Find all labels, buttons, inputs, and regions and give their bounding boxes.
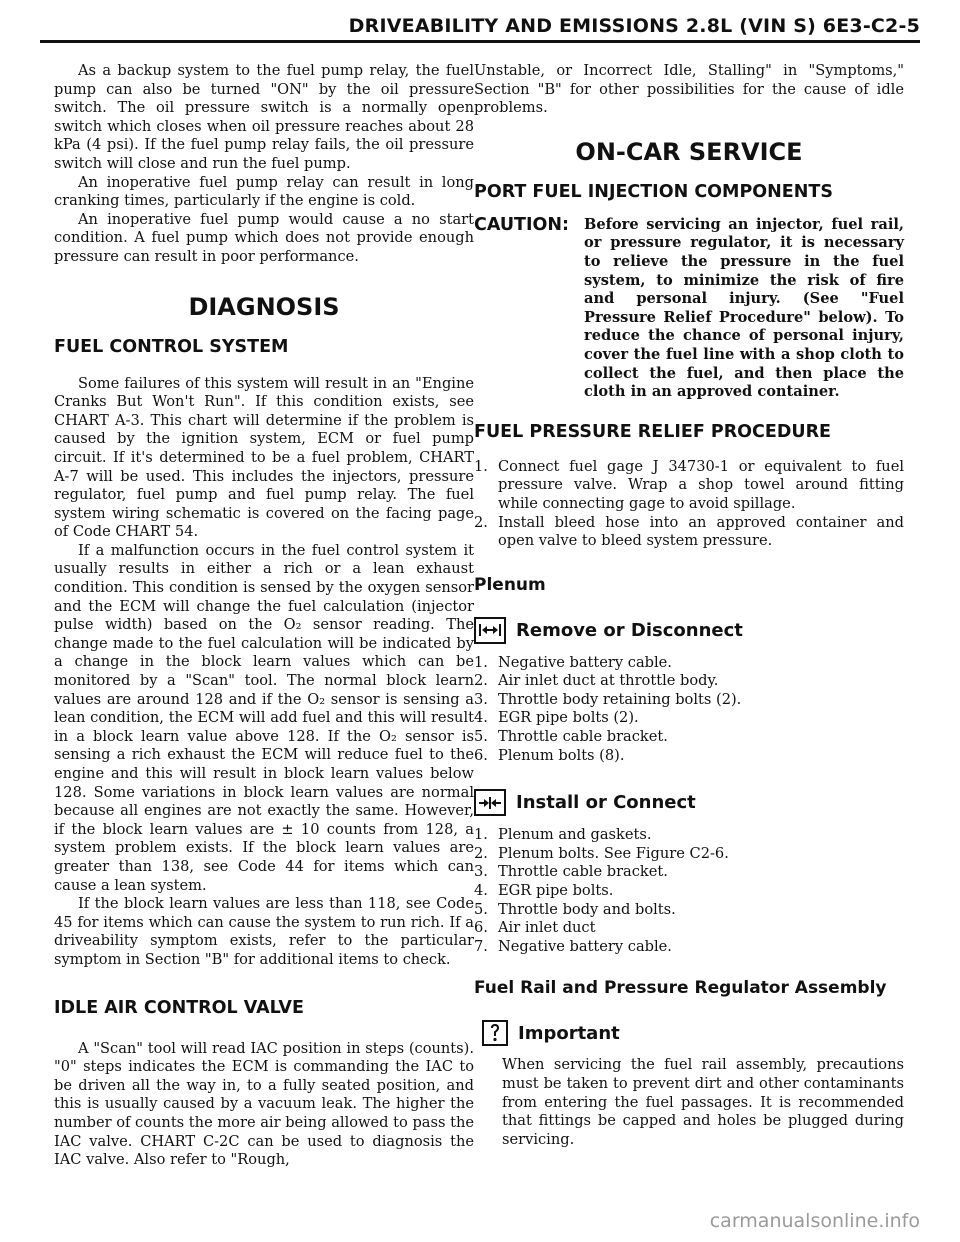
remove-disconnect-heading bbox=[474, 617, 904, 644]
continued-paragraph: Unstable, or Incorrect Idle, Stalling" in "Symptoms," Section "B" for other possibilities for the cause of idle problems. bbox=[474, 62, 904, 117]
list-item: 1. Connect fuel gage J 34730-1 or equivalent to fuel pressure valve. Wrap a shop towel around fitting while connecting gage to avoid spillage. bbox=[474, 457, 904, 512]
important-icon bbox=[482, 1020, 508, 1046]
important-title: Important bbox=[518, 1022, 620, 1044]
on-car-service-heading: ON-CAR SERVICE bbox=[575, 137, 803, 166]
list-item: 1. Plenum and gaskets. bbox=[474, 826, 652, 844]
list-item: 6. Air inlet duct bbox=[474, 919, 596, 937]
fuel-control-paragraph-3: If the block learn values are less than 118, see Code 45 for items which can cause the system to run rich. If a driveability symptom exists, refer to the particular symptom in Section "B" for additional items to check. bbox=[54, 895, 474, 968]
plenum-heading: Plenum bbox=[474, 574, 546, 595]
fuel-control-paragraph-1: Some failures of this system will result in an "Engine Cranks But Won't Run". If this condition exists, see CHART A-3. This chart will determine if the problem is caused by the ignition system, ECM or fuel pump circuit. If it's determined to be a fuel problem, CHART A-7 will be used. This includes the injectors, pressure regulator, fuel pump and fuel pump relay. The fuel system wiring schematic is covered on the facing page of Code CHART 54. bbox=[54, 374, 474, 541]
important-block bbox=[474, 1056, 904, 1149]
header-rule bbox=[40, 40, 920, 43]
install-arrows-icon bbox=[474, 789, 506, 816]
relief-steps-list bbox=[474, 458, 904, 551]
list-item: 4. EGR pipe bolts. bbox=[474, 882, 614, 900]
fuel-control-heading: FUEL CONTROL SYSTEM bbox=[54, 336, 289, 357]
install-connect-title: Install or Connect bbox=[516, 792, 696, 814]
fuel-rail-heading: Fuel Rail and Pressure Regulator Assembly bbox=[474, 978, 887, 999]
left-column bbox=[54, 62, 474, 1170]
page-header bbox=[40, 12, 920, 40]
intro-paragraph-3: An inoperative fuel pump would cause a no start condition. A fuel pump which does not provide enough pressure can result in poor performance. bbox=[54, 210, 474, 265]
list-item: 5. Throttle cable bracket. bbox=[474, 728, 668, 746]
iac-heading: IDLE AIR CONTROL VALVE bbox=[54, 997, 304, 1018]
intro-paragraph-1: As a backup system to the fuel pump relay, the fuel pump can also be turned "ON" by the oil pressure switch. The oil pressure switch is a normally open switch which closes when oil pressure reaches about 28 kPa (4 psi). If the fuel pump relay fails, the oil pressure switch will close and run the fuel pump. bbox=[54, 62, 474, 172]
remove-disconnect-title: Remove or Disconnect bbox=[516, 619, 743, 641]
important-heading bbox=[474, 1020, 904, 1046]
list-item: 2. Plenum bolts. See Figure C2-6. bbox=[474, 844, 729, 862]
list-item: 2. Air inlet duct at throttle body. bbox=[474, 672, 719, 690]
page-header-title: DRIVEABILITY AND EMISSIONS 2.8L (VIN S) 6E3-C2-5 bbox=[348, 15, 920, 37]
install-connect-heading bbox=[474, 789, 904, 816]
fuel-control-paragraph-2: If a malfunction occurs in the fuel control system it usually results in either a rich or a lean exhaust condition. This condition is sensed by the oxygen sensor and the ECM will change the fuel calculation (injector pulse width) based on the O₂ sensor reading. The change made to the fuel calculation will be indicated by a change in the block learn values which can be monitored by a "Scan" tool. The normal block learn values are around 128 and if the O₂ sensor is sensing a lean condition, the ECM will add fuel and this will result in a block learn value above 128. If the O₂ sensor is sensing a rich exhaust the ECM will reduce fuel to the engine and this will result in block learn values below 128. Some variations in block learn values are normal because all engines are not exactly the same. However, if the block learn values are ± 10 counts from 128, a system problem exists. If the block learn values are greater than 138, see Code 44 for items which can cause a lean system. bbox=[54, 541, 474, 894]
important-text: When servicing the fuel rail assembly, precautions must be taken to prevent dirt and other contaminants from entering the fuel passages. It is recommended that fittings be capped and holes be plugged during servicing. bbox=[502, 1056, 904, 1148]
caution-label: CAUTION: bbox=[474, 214, 570, 235]
diagnosis-heading: DIAGNOSIS bbox=[188, 292, 340, 321]
list-item: 6. Plenum bolts (8). bbox=[474, 746, 625, 764]
caution-text: Before servicing an injector, fuel rail, or pressure regulator, it is necessary to relieve the pressure in the fuel system, to minimize the risk of fire and personal injury. (See "Fuel Pressure Relief Procedure" below). To reduce the chance of personal injury, cover the fuel line with a shop cloth to collect the fuel, and then place the cloth in an approved container. bbox=[584, 215, 904, 401]
list-item: 2. Install bleed hose into an approved container and open valve to bleed system pressure. bbox=[474, 513, 904, 550]
install-steps-list bbox=[474, 826, 904, 956]
remove-steps-list bbox=[474, 654, 904, 766]
list-item: 1. Negative battery cable. bbox=[474, 653, 672, 671]
iac-paragraph: A "Scan" tool will read IAC position in steps (counts). "0" steps indicates the ECM is commanding the IAC to be driven all the way in, to a fully seated position, and this is usually caused by a vacuum leak. The higher the number of counts the more air being allowed to pass the IAC valve. CHART C-2C can be used to diagnosis the IAC valve. Also refer to "Rough, bbox=[54, 1039, 475, 1169]
list-item: 4. EGR pipe bolts (2). bbox=[474, 709, 639, 727]
remove-arrows-icon bbox=[474, 617, 506, 644]
caution-block bbox=[474, 216, 904, 402]
watermark: carmanualsonline.info bbox=[709, 1210, 920, 1232]
port-fuel-injection-heading: PORT FUEL INJECTION COMPONENTS bbox=[474, 181, 833, 202]
list-item: 3. Throttle body retaining bolts (2). bbox=[474, 690, 742, 708]
right-column bbox=[474, 62, 904, 1149]
list-item: 3. Throttle cable bracket. bbox=[474, 863, 668, 881]
relief-procedure-heading: FUEL PRESSURE RELIEF PROCEDURE bbox=[474, 421, 832, 442]
list-item: 7. Negative battery cable. bbox=[474, 937, 672, 955]
intro-paragraph-2: An inoperative fuel pump relay can result in long cranking times, particularly if the engine is cold. bbox=[54, 173, 474, 210]
list-item: 5. Throttle body and bolts. bbox=[474, 900, 676, 918]
